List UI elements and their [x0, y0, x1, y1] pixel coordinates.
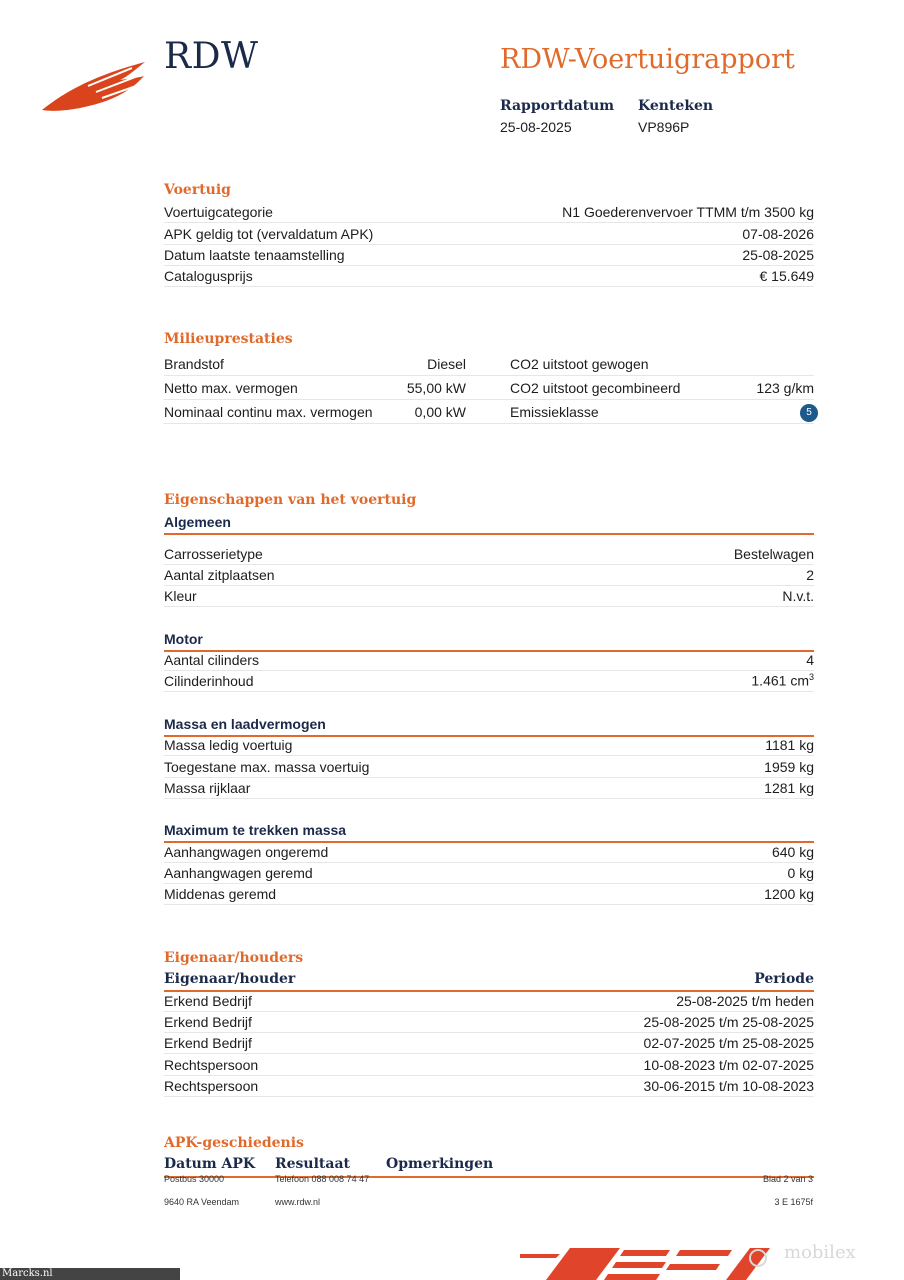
- emissieklasse-badge: [800, 402, 818, 422]
- row-label: Massa rijklaar: [164, 779, 251, 796]
- row-label: Massa ledig voertuig: [164, 736, 293, 753]
- row-label: Middenas geremd: [164, 885, 277, 902]
- footer-code: 3 E 1675f: [774, 1197, 813, 1207]
- row-label: CO2 uitstoot gecombineerd: [510, 380, 681, 396]
- table-row: [164, 756, 814, 778]
- rdw-logo-icon: [40, 56, 150, 116]
- row-value: 640 kg: [771, 843, 814, 860]
- section-divider: [164, 1176, 814, 1178]
- footer-telefoon: Telefoon 088 008 74 47: [275, 1174, 370, 1184]
- table-row: [164, 883, 814, 905]
- row-label: Nominaal continu max. vermogen: [164, 404, 373, 420]
- report-title: RDW-Voertuigrapport: [500, 44, 795, 75]
- row-label: CO2 uitstoot gewogen: [510, 356, 649, 372]
- watermark-left: Marcks.nl: [2, 1268, 53, 1279]
- footer-address: 9640 RA Veendam: [164, 1197, 240, 1207]
- row-label: Aantal zitplaatsen: [164, 566, 275, 583]
- row-label: Carrosserietype: [164, 545, 263, 562]
- table-row: [164, 734, 814, 756]
- table-row: [164, 201, 814, 223]
- row-label: APK geldig tot (vervaldatum APK): [164, 225, 374, 242]
- row-value-group: [751, 672, 814, 689]
- table-row: [164, 777, 814, 799]
- row-value: 10-08-2023 t/m 02-07-2025: [643, 1056, 814, 1073]
- row-value: N1 Goederenvervoer TTMM t/m 3500 kg: [562, 203, 814, 220]
- row-value: 07-08-2026: [742, 225, 814, 242]
- row-label: Toegestane max. massa voertuig: [164, 758, 370, 775]
- row-label: Brandstof: [164, 356, 224, 372]
- row-value: 1281 kg: [764, 779, 814, 796]
- row-value: 02-07-2025 t/m 25-08-2025: [643, 1034, 814, 1051]
- row-value: 123 g/km: [756, 380, 814, 396]
- table-row: [164, 841, 814, 863]
- section-eigenschappen-title: Eigenschappen van het voertuig: [164, 492, 417, 508]
- table-row: [164, 1075, 814, 1097]
- row-value: 1200 kg: [764, 885, 814, 902]
- row-label: Voertuigcategorie: [164, 203, 273, 220]
- row-label: Cilinderinhoud: [164, 672, 254, 689]
- row-value: 1181 kg: [765, 736, 814, 753]
- row-value: Bestelwagen: [733, 545, 814, 562]
- row-value: 1959 kg: [764, 758, 814, 775]
- table-row: [164, 585, 814, 607]
- watermark-right: mobilex: [784, 1242, 856, 1263]
- row-value: 25-08-2025: [742, 246, 814, 263]
- section-apk-title: APK-geschiedenis: [164, 1135, 304, 1151]
- subsection-trekken-title: Maximum te trekken massa: [164, 822, 347, 838]
- table-row: [164, 649, 814, 671]
- row-value: 2: [806, 566, 814, 583]
- table-row: [164, 376, 814, 400]
- table-row: [164, 265, 814, 287]
- table-row: [164, 1011, 814, 1033]
- row-value: 30-06-2015 t/m 10-08-2023: [643, 1077, 814, 1094]
- row-value: 25-08-2025 t/m heden: [676, 992, 814, 1009]
- subsection-massa-title: Massa en laadvermogen: [164, 716, 326, 732]
- table-row: [164, 1032, 814, 1054]
- column-header-datum-apk: Datum APK: [164, 1156, 256, 1172]
- table-row: [164, 564, 814, 586]
- row-label: Erkend Bedrijf: [164, 992, 252, 1009]
- row-label: Erkend Bedrijf: [164, 1034, 252, 1051]
- badge-value: 5: [800, 404, 818, 422]
- row-label: Catalogusprijs: [164, 267, 253, 284]
- row-label: Rechtspersoon: [164, 1077, 259, 1094]
- table-row: [164, 1054, 814, 1076]
- row-value: 25-08-2025 t/m 25-08-2025: [643, 1013, 814, 1030]
- row-value-superscript: 3: [808, 672, 814, 683]
- section-milieu-title: Milieuprestaties: [164, 331, 293, 347]
- row-label: Datum laatste tenaamstelling: [164, 246, 345, 263]
- kenteken-value: VP896P: [638, 119, 690, 135]
- column-header-eigenaar: Eigenaar/houder: [164, 971, 296, 987]
- footer-website[interactable]: www.rdw.nl: [275, 1197, 321, 1207]
- eigenaar-table-header: [164, 969, 814, 989]
- column-header-resultaat: Resultaat: [275, 1156, 350, 1172]
- row-value: € 15.649: [759, 267, 814, 284]
- table-row: [164, 223, 814, 245]
- subsection-motor-title: Motor: [164, 631, 203, 647]
- row-label: Kleur: [164, 587, 197, 604]
- row-label: Aantal cilinders: [164, 651, 259, 668]
- column-header-periode: Periode: [754, 971, 814, 987]
- footer-page-number: Blad 2 van 3: [762, 1174, 813, 1184]
- subsection-algemeen-title: Algemeen: [164, 514, 231, 530]
- table-row: [164, 352, 814, 376]
- row-value: N.v.t.: [782, 587, 814, 604]
- row-label: Rechtspersoon: [164, 1056, 259, 1073]
- row-value: 4: [806, 651, 814, 668]
- section-divider: [164, 533, 814, 535]
- table-row: [164, 543, 814, 565]
- section-voertuig-title: Voertuig: [164, 182, 231, 198]
- rapportdatum-value: 25-08-2025: [500, 119, 572, 135]
- table-row: [164, 862, 814, 884]
- row-label: Erkend Bedrijf: [164, 1013, 252, 1030]
- row-value: 1.461 cm: [751, 672, 809, 689]
- row-label: Aanhangwagen geremd: [164, 864, 313, 881]
- table-row: [164, 670, 814, 692]
- row-value: 0,00 kW: [414, 404, 466, 420]
- table-row: [164, 244, 814, 266]
- row-label: Emissieklasse: [510, 404, 599, 420]
- row-label: Aanhangwagen ongeremd: [164, 843, 329, 860]
- column-header-opmerkingen: Opmerkingen: [386, 1156, 494, 1172]
- row-value: Diesel: [427, 356, 466, 372]
- rapportdatum-label: Rapportdatum: [500, 98, 615, 114]
- section-eigenaar-title: Eigenaar/houders: [164, 950, 304, 966]
- row-value: 55,00 kW: [406, 380, 466, 396]
- table-row: [164, 990, 814, 1012]
- table-row: [164, 400, 814, 424]
- kenteken-label: Kenteken: [638, 98, 714, 114]
- brand-name: RDW: [164, 36, 259, 77]
- row-label: Netto max. vermogen: [164, 380, 298, 396]
- footer-postbus: Postbus 30000: [164, 1174, 225, 1184]
- row-value: 0 kg: [787, 864, 814, 881]
